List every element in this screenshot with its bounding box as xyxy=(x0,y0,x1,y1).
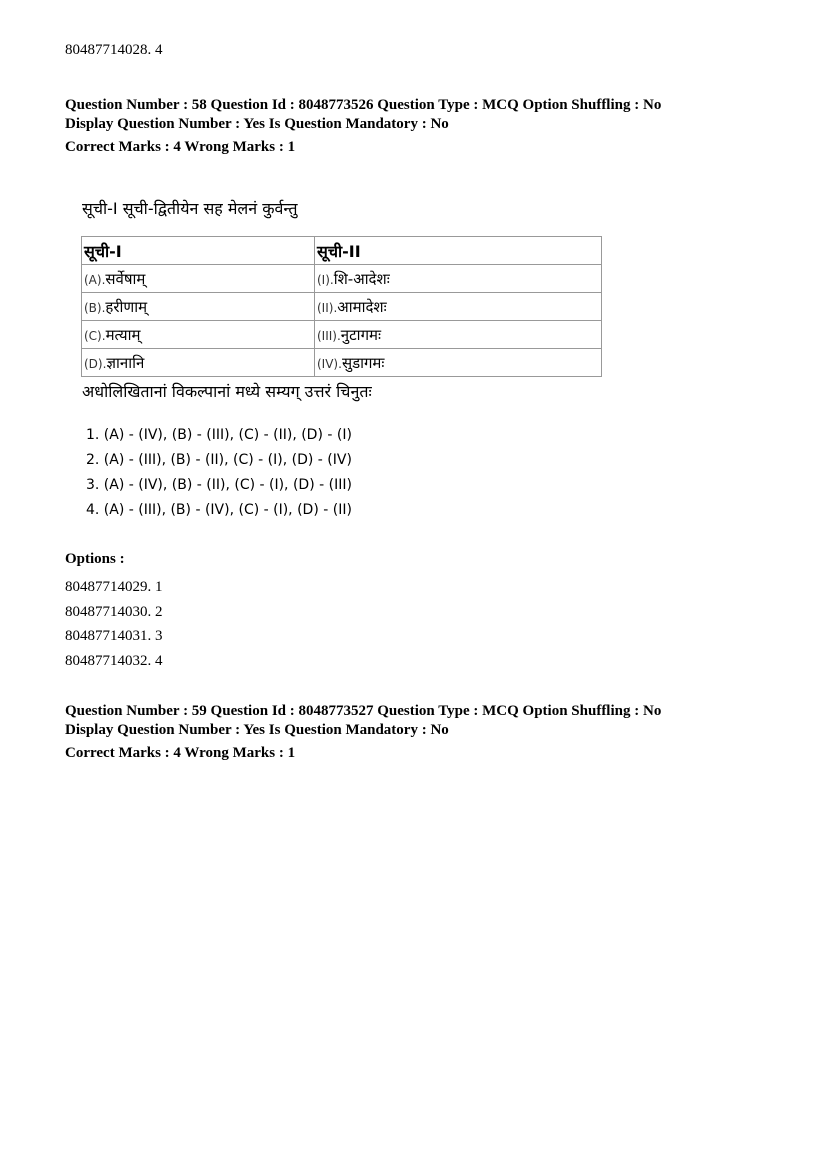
q59-header-line1: Question Number : 59 Question Id : 8048773527 Question Type : MCQ Option Shuffling : No xyxy=(65,703,662,719)
item-text: शि-आदेशः xyxy=(333,269,390,288)
item-text: सुडागमः xyxy=(341,353,385,372)
options-label: Options : xyxy=(65,551,125,567)
list-2-cell xyxy=(315,349,602,377)
item-tag: (A). xyxy=(84,272,106,287)
q59-marks: Correct Marks : 4 Wrong Marks : 1 xyxy=(65,745,296,761)
match-table-header-row xyxy=(82,237,602,265)
list-1-cell xyxy=(82,349,315,377)
match-table xyxy=(81,236,602,377)
item-tag: (I). xyxy=(317,272,334,287)
item-text: नुटागमः xyxy=(340,325,382,344)
option-item: 80487714029. 1 xyxy=(65,579,163,595)
q59-header-line2: Display Question Number : Yes Is Question Mandatory : No xyxy=(65,722,449,738)
previous-option-line: 80487714028. 4 xyxy=(65,42,163,58)
item-tag: (B). xyxy=(84,300,106,315)
table-row xyxy=(82,321,602,349)
item-tag: (C). xyxy=(84,328,106,343)
table-row xyxy=(82,293,602,321)
table-row xyxy=(82,265,602,293)
list-1-header: सूची-I xyxy=(82,237,315,265)
table-row xyxy=(82,349,602,377)
item-text: मत्याम् xyxy=(105,325,141,344)
item-text: सर्वेषाम् xyxy=(105,269,146,288)
choice-item: 3. (A) - (IV), (B) - (II), (C) - (I), (D) - (III) xyxy=(86,477,352,493)
q58-header-line1: Question Number : 58 Question Id : 8048773526 Question Type : MCQ Option Shuffling : No xyxy=(65,97,662,113)
choice-item: 1. (A) - (IV), (B) - (III), (C) - (II), (D) - (I) xyxy=(86,427,352,443)
item-tag: (III). xyxy=(317,328,341,343)
q58-intro-text: सूची-I सूची-द्वितीयेन सह मेलनं कुर्वन्तु xyxy=(82,199,298,218)
list-1-cell xyxy=(82,293,315,321)
item-tag: (D). xyxy=(84,356,107,371)
item-tag: (IV). xyxy=(317,356,342,371)
list-1-cell xyxy=(82,265,315,293)
list-2-cell xyxy=(315,265,602,293)
option-list xyxy=(65,575,163,674)
choice-item: 4. (A) - (III), (B) - (IV), (C) - (I), (D) - (II) xyxy=(86,502,352,518)
list-2-header: सूची-II xyxy=(315,237,602,265)
q58-header-line2: Display Question Number : Yes Is Question Mandatory : No xyxy=(65,116,449,132)
item-text: ज्ञानानि xyxy=(106,353,145,372)
item-tag: (II). xyxy=(317,300,338,315)
choice-list xyxy=(86,423,352,523)
list-2-cell xyxy=(315,321,602,349)
item-text: आमादेशः xyxy=(337,297,387,316)
choice-item: 2. (A) - (III), (B) - (II), (C) - (I), (D) - (IV) xyxy=(86,452,352,468)
q58-instruction: अधोलिखितानां विकल्पानां मध्ये सम्यग् उत्तरं चिनुतः xyxy=(82,382,372,401)
option-item: 80487714031. 3 xyxy=(65,628,163,645)
option-item: 80487714030. 2 xyxy=(65,603,163,620)
list-1-cell xyxy=(82,321,315,349)
item-text: हरीणाम् xyxy=(105,297,148,316)
option-item: 80487714032. 4 xyxy=(65,653,163,670)
q58-marks: Correct Marks : 4 Wrong Marks : 1 xyxy=(65,139,296,155)
list-2-cell xyxy=(315,293,602,321)
